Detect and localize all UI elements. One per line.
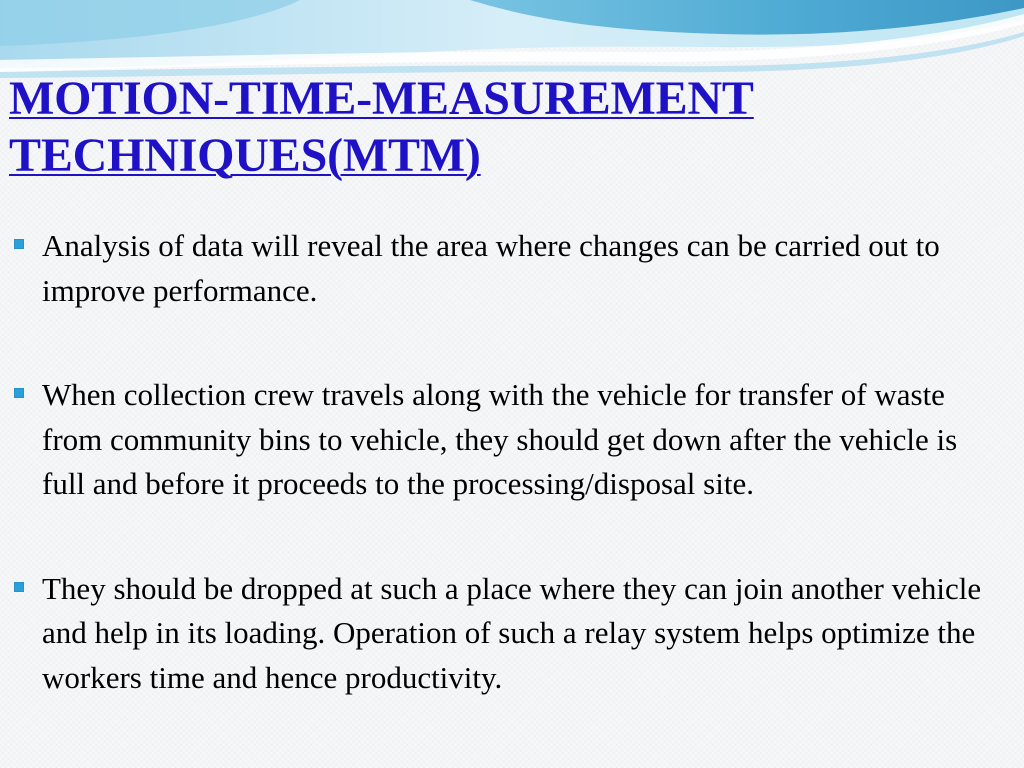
bullet-item-1	[0, 224, 1020, 313]
slide-title-line-1: MOTION-TIME-MEASUREMENT	[9, 72, 754, 125]
slide-title-line-2: TECHNIQUES(MTM)	[9, 129, 481, 182]
bullet-text-3: They should be dropped at such a place where they can join another vehicle and help in its loading. Operation of such a relay system helps optimize the workers time and hence productivity.	[42, 570, 982, 695]
bullet-list	[0, 224, 1020, 700]
bullet-item-2	[0, 373, 1020, 507]
square-bullet-icon	[14, 239, 24, 249]
bullet-text-2: When collection crew travels along with the vehicle for transfer of waste from community bins to vehicle, they should get down after the vehicle is full and before it proceeds to the processing/disposal site.	[42, 377, 958, 501]
bullet-item-3	[0, 567, 1020, 701]
square-bullet-icon	[14, 582, 24, 592]
slide-title	[9, 70, 1009, 184]
square-bullet-icon	[14, 388, 24, 398]
bullet-text-1: Analysis of data will reveal the area where changes can be carried out to improve performance.	[42, 228, 940, 308]
